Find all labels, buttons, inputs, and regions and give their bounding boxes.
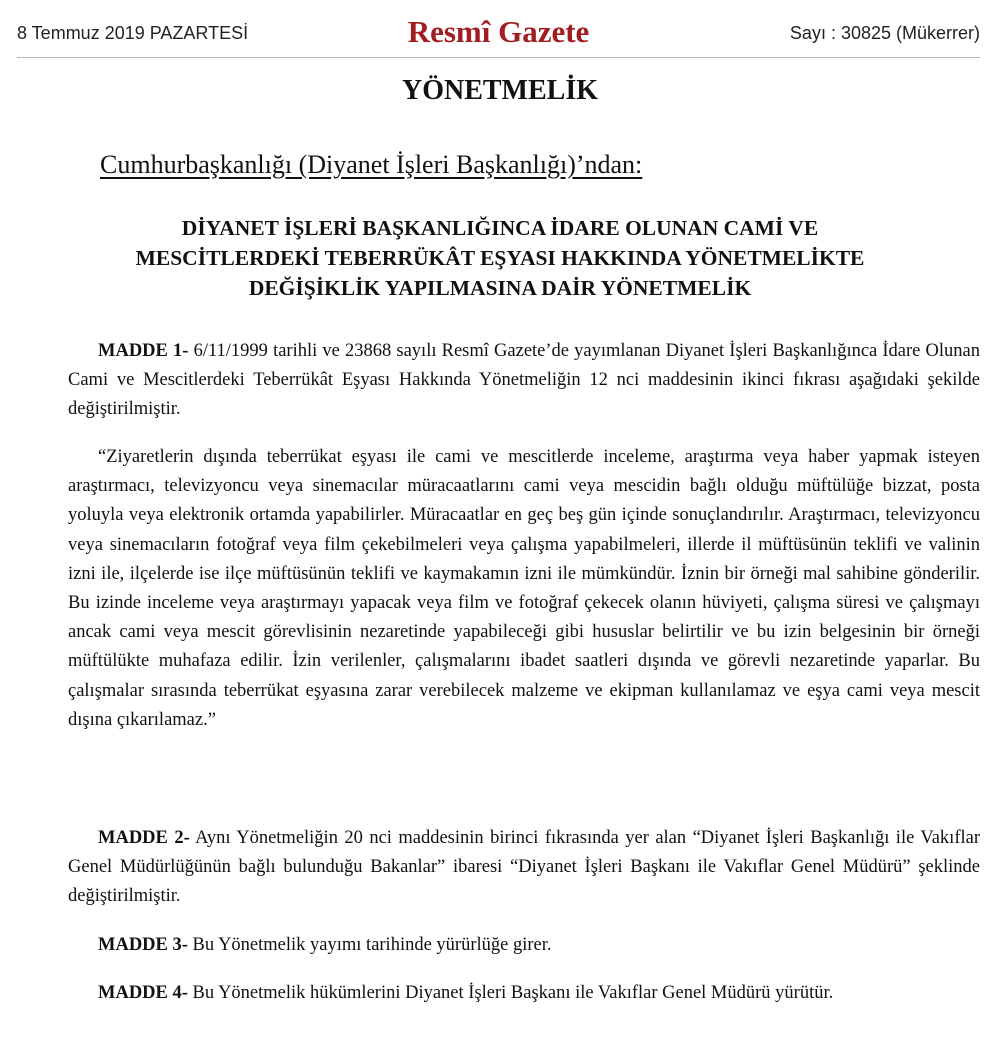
article-text: Aynı Yönetmeliğin 20 nci maddesinin birinci fıkrasında yer alan “Diyanet İşleri Başkanlığı ile Vakıflar Genel Müdürlüğünün bağlı bulunduğu Bakanlar” ibaresi “Diyanet İşleri Başkanı ile Vakıflar Genel Müdürü” şeklinde değiştirilmiştir.	[68, 828, 980, 907]
article-label: MADDE 4-	[98, 983, 188, 1003]
article-1	[68, 337, 980, 425]
article-2	[68, 824, 980, 912]
regulation-title-line: MESCİTLERDEKİ TEBERRÜKÂT EŞYASI HAKKINDA YÖNETMELİKTE	[135, 246, 865, 270]
quoted-text: “Ziyaretlerin dışında teberrükat eşyası ile cami ve mescitlerde inceleme, araştırma veya haber yapmak isteyen araştırmacı, televizyoncu veya sinemacılar müracaatlarını cami veya mescidin bağlı olduğu müftülüğe bizzat, posta yoluyla veya elektronik ortamda yapabilirler. Müracaatlar en geç beş gün içinde sonuçlandırılır. Araştırmacı, televizyoncu veya sinemacıların fotoğraf veya film çekebilmeleri veya çalışma yapabilmeleri, illerde il müftüsünün teklifi ve valinin izni ile, ilçelerde ise ilçe müftüsünün teklifi ve kaymakamın izni ile mümkündür. İznin bir örneği mal sahibine gönderilir. Bu izinde inceleme veya araştırmayı yapacak veya film ve fotoğraf çekecek olanın hüviyeti, çalışma süresi ve çalışmayı ancak cami veya mescit görevlisinin nezaretinde yapabileceği gibi hususlar belirtilir ve bu izin belgesinin bir örneği müftülükte muhafaza edilir. İzin verilenler, çalışmalarını ibadet saatleri dışında ve görevli nezaretinde yaparlar. Bu çalışmalar sırasında teberrükat eşyasına zarar verebilecek malzeme ve ekipman kullanılamaz ve eşya cami veya mescit dışına çıkarılamaz.”	[68, 447, 980, 730]
article-3	[68, 931, 980, 960]
regulation-title-line: DEĞİŞİKLİK YAPILMASINA DAİR YÖNETMELİK	[248, 276, 752, 300]
header-divider	[17, 57, 980, 58]
document-type: YÖNETMELİK	[401, 75, 599, 106]
regulation-title-line: DİYANET İŞLERİ BAŞKANLIĞINCA İDARE OLUNAN CAMİ VE	[181, 216, 819, 240]
article-text: Bu Yönetmelik hükümlerini Diyanet İşleri Başkanı ile Vakıflar Genel Müdürü yürütür.	[187, 983, 834, 1003]
issuing-authority: Cumhurbaşkanlığı (Diyanet İşleri Başkanlığı)’ndan:	[100, 150, 643, 179]
article-text: Bu Yönetmelik yayımı tarihinde yürürlüğe girer.	[187, 935, 552, 955]
issue-number: Sayı : 30825 (Mükerrer)	[789, 23, 980, 43]
article-label: MADDE 3-	[98, 935, 188, 955]
regulation-title	[0, 213, 1000, 303]
article-4	[68, 979, 980, 1008]
article-label: MADDE 1-	[98, 341, 189, 361]
gazette-header	[17, 14, 980, 54]
article-text: 6/11/1999 tarihli ve 23868 sayılı Resmî Gazete’de yayımlanan Diyanet İşleri Başkanlığınca İdare Olunan Cami ve Mescitlerdeki Teberrükât Eşyası Hakkında Yönetmeliğin 12 nci maddesinin ikinci fıkrası aşağıdaki şekilde değiştirilmiştir.	[68, 341, 980, 420]
article-label: MADDE 2-	[98, 828, 190, 848]
publication-date: 8 Temmuz 2019 PAZARTESİ	[17, 23, 249, 43]
amended-paragraph-quote	[68, 443, 980, 735]
gazette-title: Resmî Gazete	[407, 14, 590, 49]
